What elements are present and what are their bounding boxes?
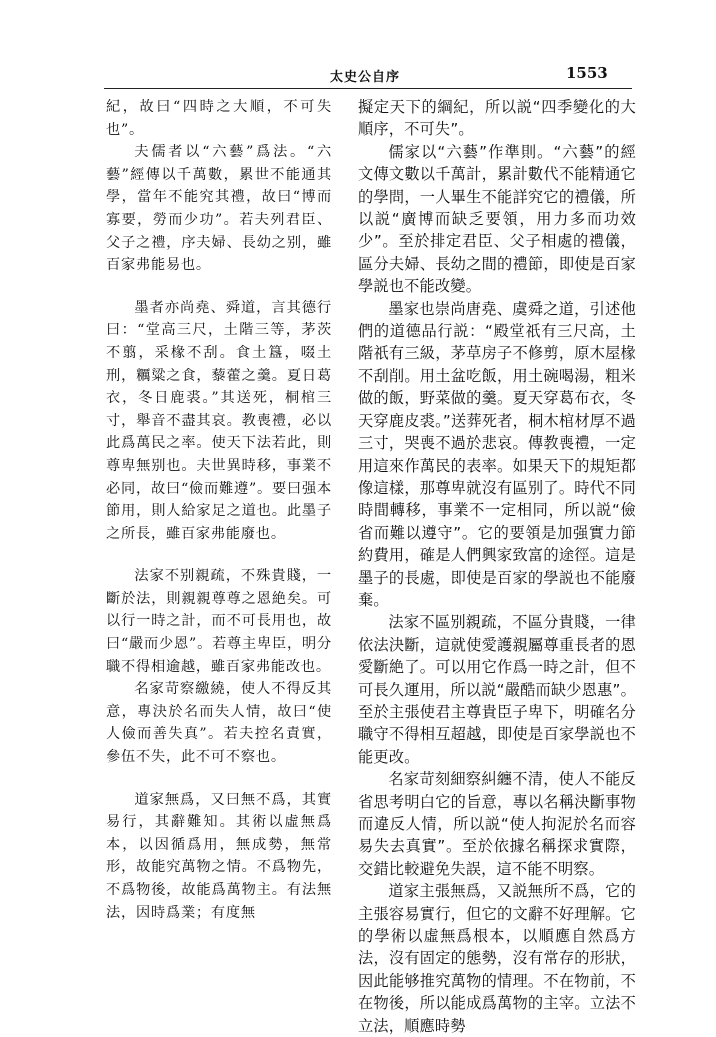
- paragraph-gap: [106, 545, 332, 565]
- translation-paragraph: 儒家以“六藝”作準則。“六藝”的經文傳文數以千萬計，累計數代不能精通它的學問，一人畢生不能詳究它的禮儀，所以説“廣博而缺乏要領，用力多而功效少”。至於排定君臣、父子相處的禮儀，區分夫婦、長幼之間的禮節，即使是百家學説也不能改變。: [358, 142, 636, 296]
- original-paragraph: 夫儒者以“六藝”爲法。“六藝”經傳以千萬數，累世不能通其學，當年不能究其禮，故曰“博而寡要，勞而少功”。若夫列君臣、父子之禮，序夫婦、長幼之别，雖百家弗能易也。: [106, 144, 332, 274]
- translation-paragraph: 法家不區别親疏，不區分貴賤，一律依法決斷，這就使愛護親屬尊重長者的恩愛斷絶了。可以用它作爲一時之計，但不可長久運用，所以説“嚴酷而缺少恩惠”。至於主張使君主尊貴臣子卑下，明確名分職守不得相互超越，即使是百家學説也不能更改。: [358, 613, 636, 766]
- original-paragraph: 紀，故曰“四時之大順，不可失也”。: [106, 99, 332, 138]
- original-paragraph: 名家苛察繳繞，使人不得反其意，專決於名而失人情，故曰“使人儉而善失真”。若夫控名責實，參伍不失，此不可不察也。: [106, 681, 332, 766]
- paragraph-gap: [106, 769, 332, 789]
- paragraph-gap: [106, 277, 332, 297]
- page-number: 1553: [566, 64, 608, 82]
- translation-column: [358, 96, 636, 1037]
- translation-paragraph: 名家苛刻細察糾纏不清，使人不能反省思考明白它的旨意，專以名稱決斷事物而違反人情，所以説“使人拘泥於名而容易失去真實”。至於依據名稱探求實際，交錯比較避免失誤，這不能不明察。: [358, 770, 636, 878]
- translation-paragraph: 擬定天下的綱紀，所以説“四季變化的大順序，不可失”。: [358, 98, 636, 139]
- running-title: 太史公自序: [330, 70, 401, 85]
- original-paragraph: 法家不别親疏，不殊貴賤，一斷於法，則親親尊尊之恩絶矣。可以行一時之計，而不可長用也，故曰“嚴而少恩”。若尊主卑臣，明分職不得相逾越，雖百家弗能改也。: [106, 568, 332, 675]
- original-paragraph: 墨者亦尚堯、舜道，言其德行曰：“堂高三尺，土階三等，茅茨不翦，采椽不刮。食土簋，啜土刑，糲粱之食，藜藿之羹。夏日葛衣，冬日鹿裘。”其送死，桐棺三寸，舉音不盡其哀。教喪禮，必以此爲萬民之率。使天下法若此，則尊卑無别也。夫世異時移，事業不必同，故曰“儉而難遵”。要曰强本節用，則人給家足之道也。此墨子之所長，雖百家弗能廢也。: [106, 299, 332, 542]
- translation-paragraph: 道家主張無爲，又説無所不爲，它的主張容易實行，但它的文辭不好理解。它的學術以虛無爲根本，以順應自然爲方法，沒有固定的態勢，沒有常存的形狀，因此能够推究萬物的情理。不在物前，不在物後，所以能成爲萬物的主宰。立法不立法，順應時勢: [358, 882, 636, 1035]
- running-header: [108, 62, 628, 86]
- original-text-column: [106, 96, 332, 924]
- header-rule: [104, 88, 632, 89]
- translation-paragraph: 墨家也崇尚唐堯、虞舜之道，引述他們的道德品行説：“殿堂祇有三尺高，土階祇有三級，茅草房子不修剪，原木屋椽不刮削。用土盆吃飯，用土碗喝湯，粗米做的飯，野菜做的羹。夏天穿葛布衣，冬天穿鹿皮裘。”送葬死者，桐木棺材厚不過三寸，哭喪不過於悲哀。傳教喪禮，一定用這來作萬民的表率。如果天下的規矩都像這樣，那尊卑就沒有區别了。時代不同時間轉移，事業不一定相同，所以説“儉省而難以遵守”。它的要領是加强實力節約費用，確是人們興家致富的途徑。這是墨子的長處，即使是百家的學説也不能廢棄。: [358, 299, 636, 609]
- original-paragraph: 道家無爲，又曰無不爲，其實易行，其辭難知。其術以虛無爲本，以因循爲用，無成勢，無常形，故能究萬物之情。不爲物先，不爲物後，故能爲萬物主。有法無法，因時爲業；有度無: [106, 791, 332, 921]
